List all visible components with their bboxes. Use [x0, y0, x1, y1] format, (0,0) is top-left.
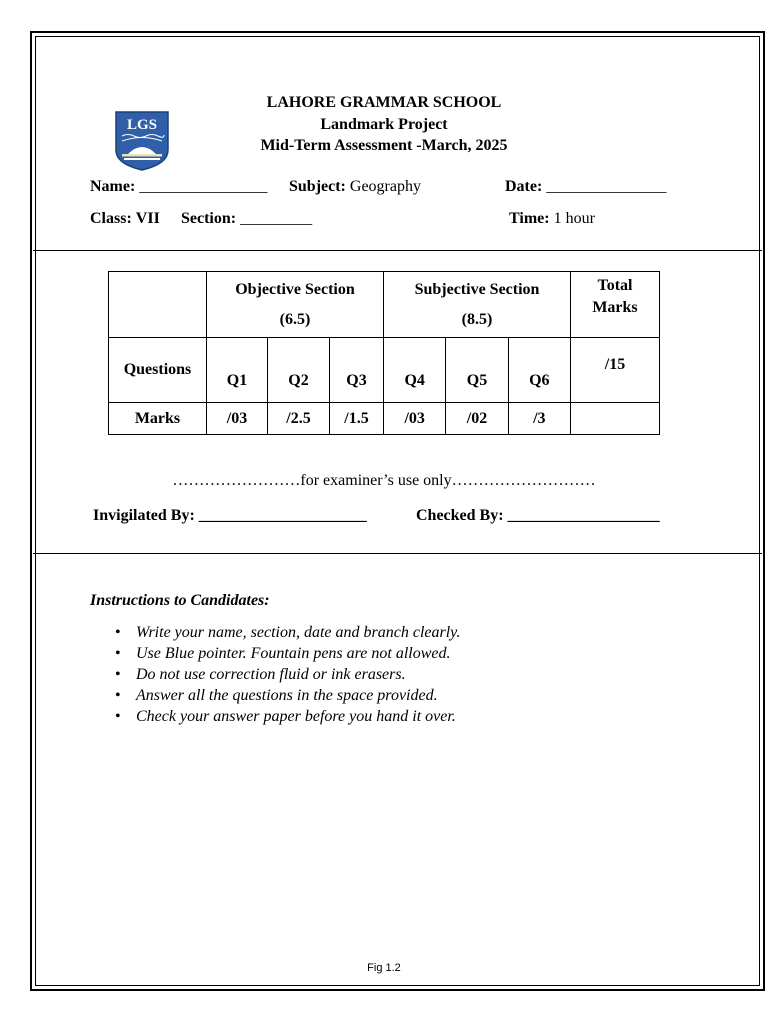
list-item [112, 622, 460, 643]
marks-q4: /03 [384, 403, 446, 435]
subjective-title: Subjective Section [414, 280, 540, 298]
date-blank[interactable]: _______________ [546, 178, 667, 195]
marks-q2: /2.5 [268, 403, 330, 435]
date-label: Date: [505, 178, 543, 195]
total-header [571, 272, 660, 338]
date-field[interactable] [505, 178, 666, 196]
checked-label: Checked By: [416, 507, 504, 524]
bullet-icon: • [115, 624, 121, 641]
bullet-icon: • [115, 687, 121, 704]
subject-value: Geography [349, 178, 421, 195]
name-label: Name: [90, 178, 136, 195]
objective-title: Objective Section [235, 280, 355, 298]
assessment-title: Mid-Term Assessment -March, 2025 [260, 137, 508, 154]
class-value: VII [135, 210, 160, 227]
marks-q1: /03 [207, 403, 268, 435]
total-title-line1: Total [597, 277, 633, 294]
list-item [112, 685, 460, 706]
project-title: Landmark Project [320, 116, 448, 133]
total-marks: /15 [571, 338, 660, 403]
list-item [112, 643, 460, 664]
name-blank[interactable]: ________________ [139, 178, 268, 195]
bullet-icon: • [115, 645, 121, 662]
question-q6: Q6 [508, 338, 570, 403]
list-item [112, 664, 460, 685]
invigilated-field[interactable] [93, 507, 367, 525]
objective-marks: (6.5) [279, 310, 311, 328]
question-q3: Q3 [330, 338, 384, 403]
instruction-text: Check your answer paper before you hand it over. [136, 708, 456, 725]
section-label: Section: [181, 210, 237, 227]
objective-header [207, 272, 384, 338]
divider-top [33, 250, 762, 251]
bullet-icon: • [115, 666, 121, 683]
question-q5: Q5 [446, 338, 508, 403]
question-q1: Q1 [207, 338, 268, 403]
marks-label: Marks [109, 403, 207, 435]
instructions-list [112, 622, 460, 727]
questions-label: Questions [109, 338, 207, 403]
invigilated-label: Invigilated By: [93, 507, 195, 524]
time-label: Time: [509, 210, 550, 227]
question-q4: Q4 [384, 338, 446, 403]
class-field [90, 210, 160, 228]
time-field [509, 210, 595, 228]
subjective-marks: (8.5) [461, 310, 493, 328]
total-title-line2: Marks [592, 299, 638, 316]
time-value: 1 hour [553, 210, 595, 227]
logo-text: LGS [126, 117, 158, 133]
list-item [112, 706, 460, 727]
bullet-icon: • [115, 708, 121, 725]
instruction-text: Use Blue pointer. Fountain pens are not allowed. [136, 645, 451, 662]
table-corner-cell [109, 272, 207, 338]
instruction-text: Answer all the questions in the space provided. [136, 687, 438, 704]
section-blank[interactable]: _________ [240, 210, 313, 227]
section-field[interactable] [181, 210, 312, 228]
examiner-note: ……………………for examiner’s use only……………………… [172, 472, 596, 489]
subject-field [289, 178, 421, 196]
divider-bottom [33, 553, 762, 554]
marks-total-empty [571, 403, 660, 435]
figure-caption: Fig 1.2 [367, 962, 401, 974]
marks-q3: /1.5 [330, 403, 384, 435]
marks-q6: /3 [508, 403, 570, 435]
class-label: Class: [90, 210, 132, 227]
checked-field[interactable] [416, 507, 660, 525]
invigilated-blank[interactable]: _____________________ [198, 507, 367, 524]
instructions-title: Instructions to Candidates: [90, 592, 270, 609]
instruction-text: Do not use correction fluid or ink erasers. [136, 666, 406, 683]
checked-blank[interactable]: ___________________ [507, 507, 660, 524]
subject-label: Subject: [289, 178, 346, 195]
marks-table [108, 271, 660, 435]
school-name: LAHORE GRAMMAR SCHOOL [266, 94, 502, 111]
name-field[interactable] [90, 178, 267, 196]
marks-q5: /02 [446, 403, 508, 435]
instruction-text: Write your name, section, date and branch clearly. [136, 624, 461, 641]
subjective-header [384, 272, 571, 338]
question-q2: Q2 [268, 338, 330, 403]
